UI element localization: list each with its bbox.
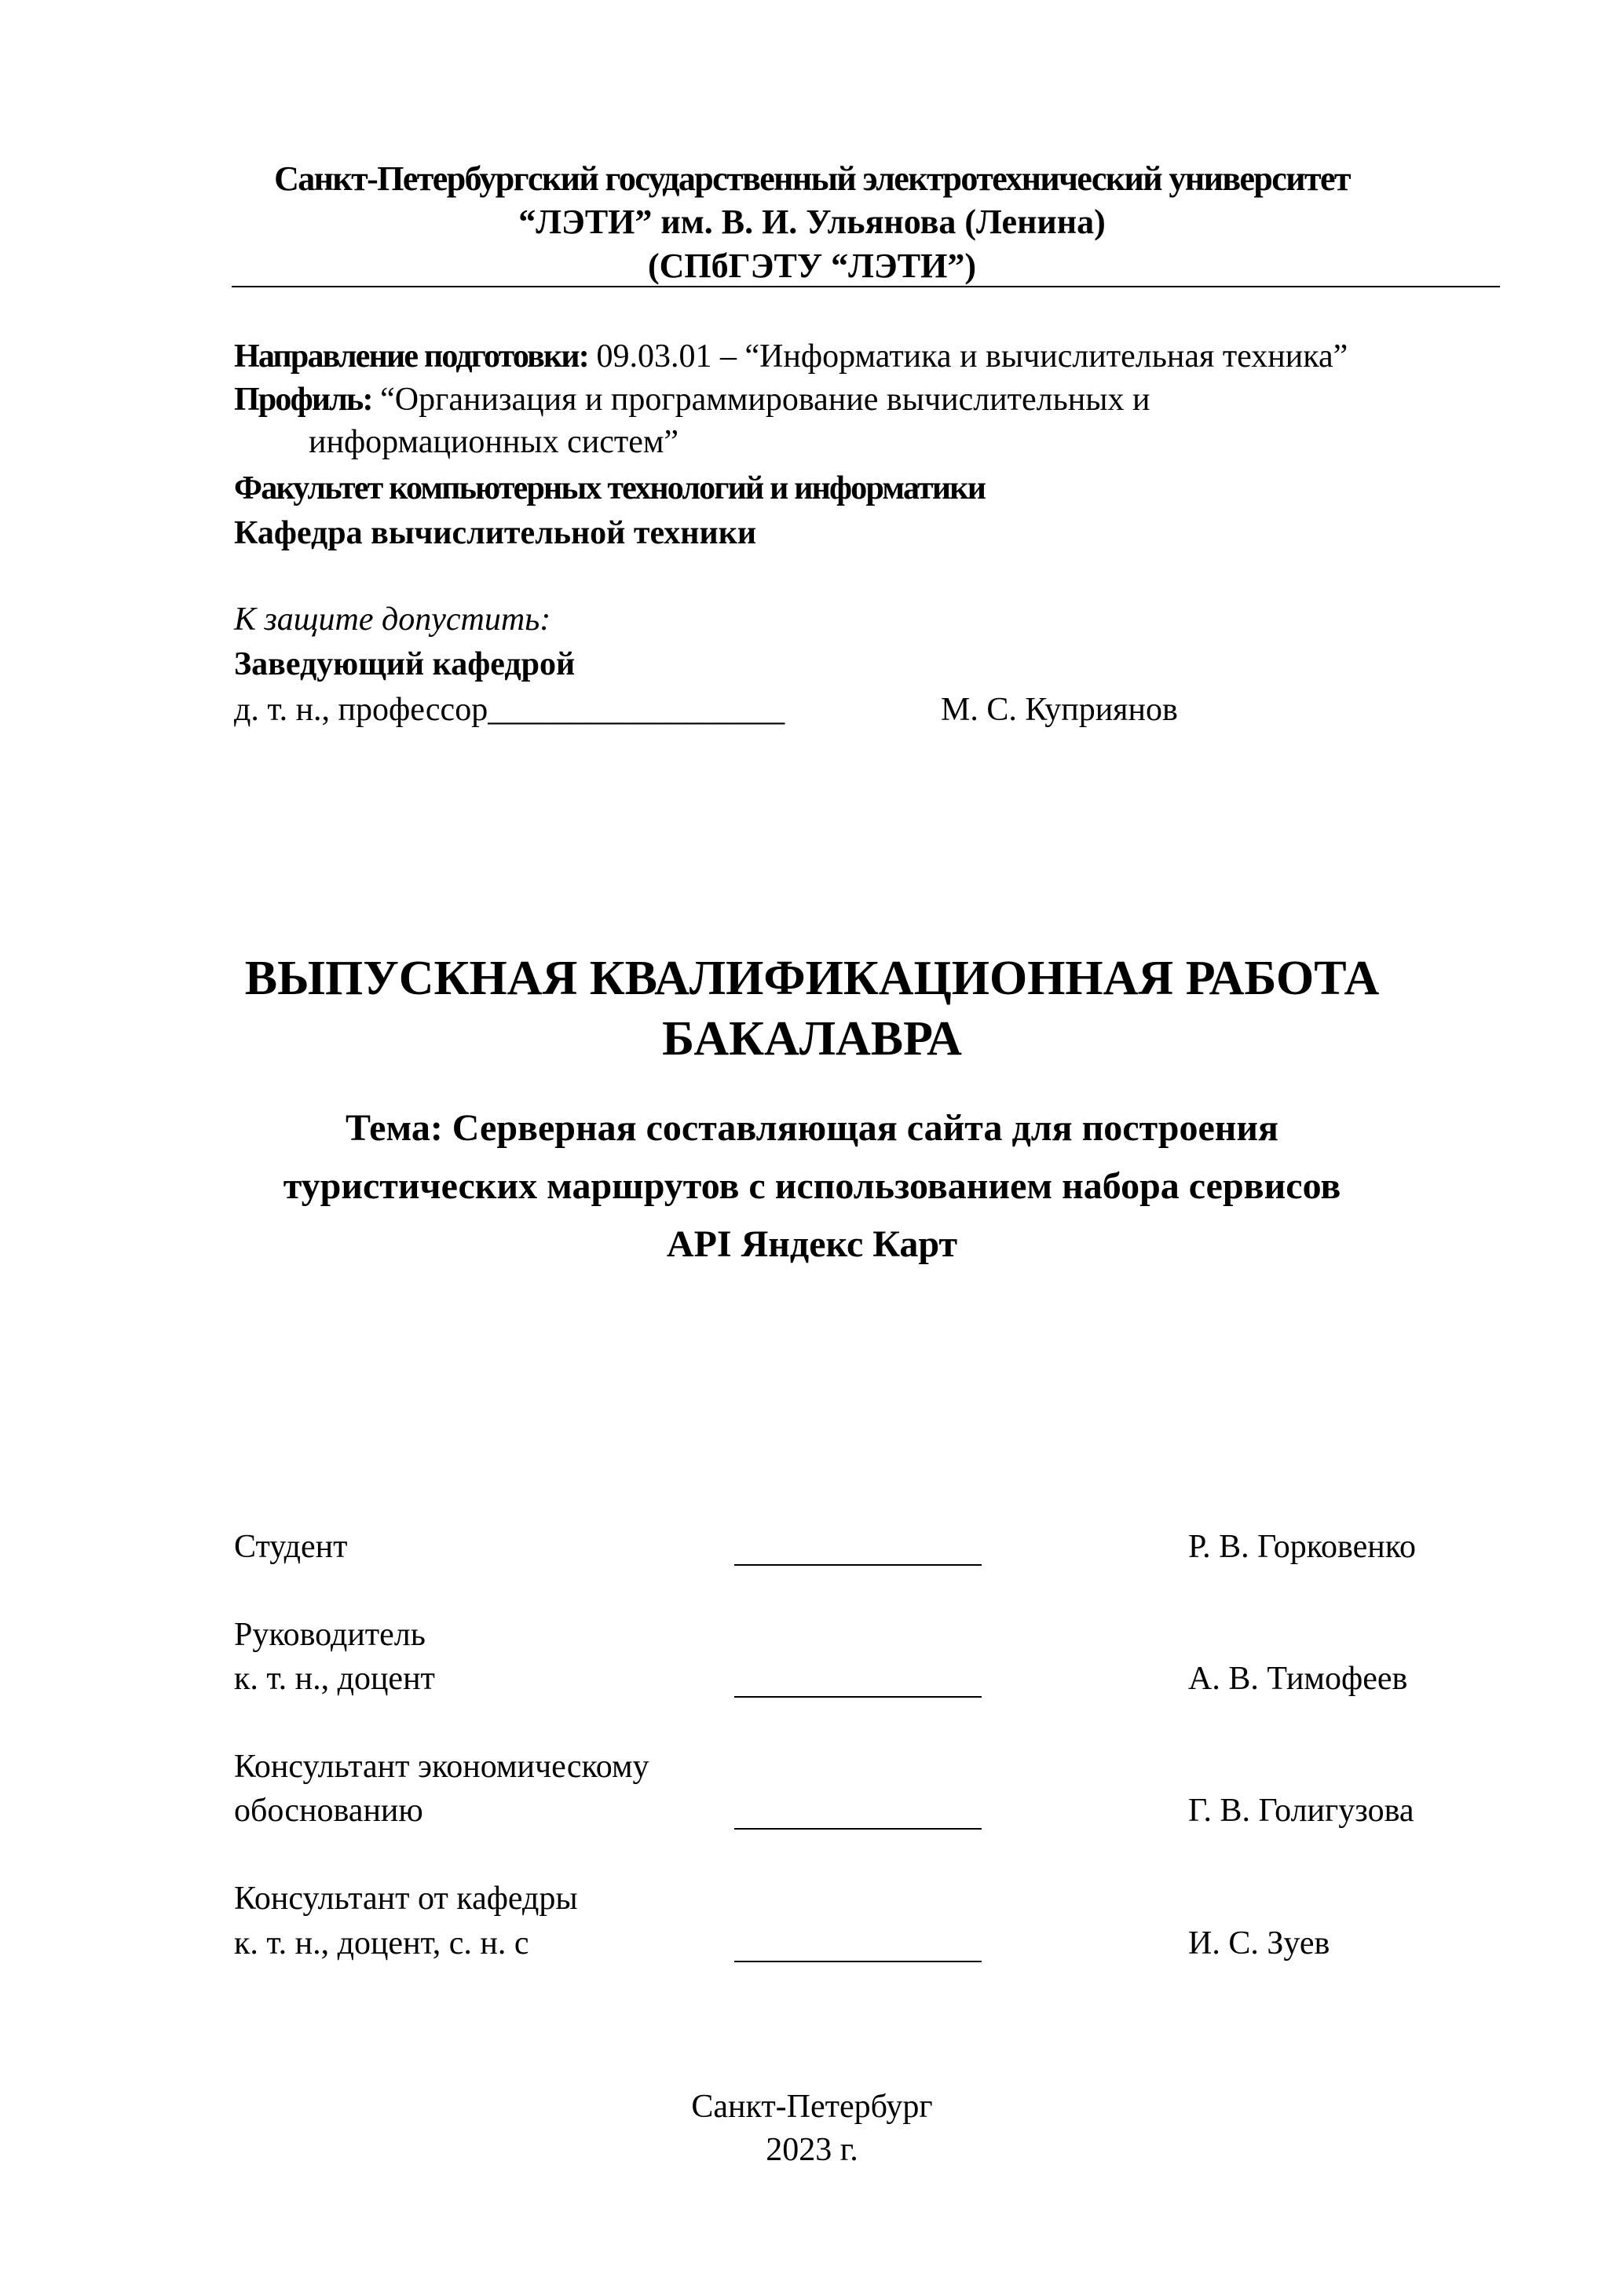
signature-name: Г. В. Голигузова (1188, 1793, 1414, 1829)
signature-name: И. С. Зуев (1188, 1925, 1330, 1961)
head-signature-line: __________________ (488, 692, 785, 728)
signature-line (734, 1564, 982, 1566)
signature-line (734, 1828, 982, 1830)
signature-role-degree: к. т. н., доцент (234, 1661, 435, 1697)
university-abbreviation: (СПбГЭТУ “ЛЭТИ”) (648, 247, 976, 285)
direction-label: Направление подготовки: (234, 338, 588, 375)
head-label: Заведующий кафедрой (234, 646, 576, 682)
university-name: Санкт-Петербургский государственный электротехнический университет (274, 159, 1350, 198)
signature-role: Руководитель (234, 1617, 426, 1653)
signature-line (734, 1961, 982, 1962)
admit-text: К защите допустить: (234, 601, 551, 638)
direction-value: 09.03.01 – “Информатика и вычислительная техника” (587, 338, 1348, 375)
signature-role-degree: обоснованию (234, 1793, 423, 1829)
year: 2023 г. (766, 2132, 858, 2168)
signature-role: Консультант экономическому (234, 1749, 649, 1785)
head-degree-line (234, 689, 785, 730)
faculty: Факультет компьютерных технологий и информатики (234, 470, 986, 506)
profile-line (234, 379, 1150, 420)
header-divider (232, 286, 1500, 287)
signature-name: А. В. Тимофеев (1188, 1661, 1408, 1697)
topic-line-1: Тема: Серверная составляющая сайта для построения (345, 1107, 1279, 1149)
signature-role-degree: к. т. н., доцент, с. н. с (234, 1925, 529, 1961)
head-name: М. С. Куприянов (941, 692, 1178, 728)
profile-value-continuation: информационных систем” (309, 424, 679, 460)
admit-label (234, 599, 550, 640)
document-title-degree: БАКАЛАВРА (662, 1012, 962, 1066)
signature-role: Студент (234, 1529, 348, 1565)
head-degree: д. т. н., профессор (234, 692, 488, 728)
direction-line (234, 336, 1348, 377)
document-title: ВЫПУСКНАЯ КВАЛИФИКАЦИОННАЯ РАБОТА (244, 952, 1380, 1005)
profile-label: Профиль: (234, 382, 372, 418)
city: Санкт-Петербург (691, 2089, 933, 2125)
topic-line-3: API Яндекс Карт (666, 1223, 958, 1265)
department: Кафедра вычислительной техники (234, 515, 757, 551)
signature-role: Консультант от кафедры (234, 1881, 578, 1917)
signature-line (734, 1696, 982, 1698)
signature-name: Р. В. Горковенко (1188, 1529, 1416, 1565)
university-full-name: “ЛЭТИ” им. В. И. Ульянова (Ленина) (518, 203, 1106, 241)
profile-value: “Организация и программирование вычислительных и (371, 382, 1150, 418)
topic-line-2: туристических маршрутов с использованием набора сервисов (283, 1165, 1341, 1207)
